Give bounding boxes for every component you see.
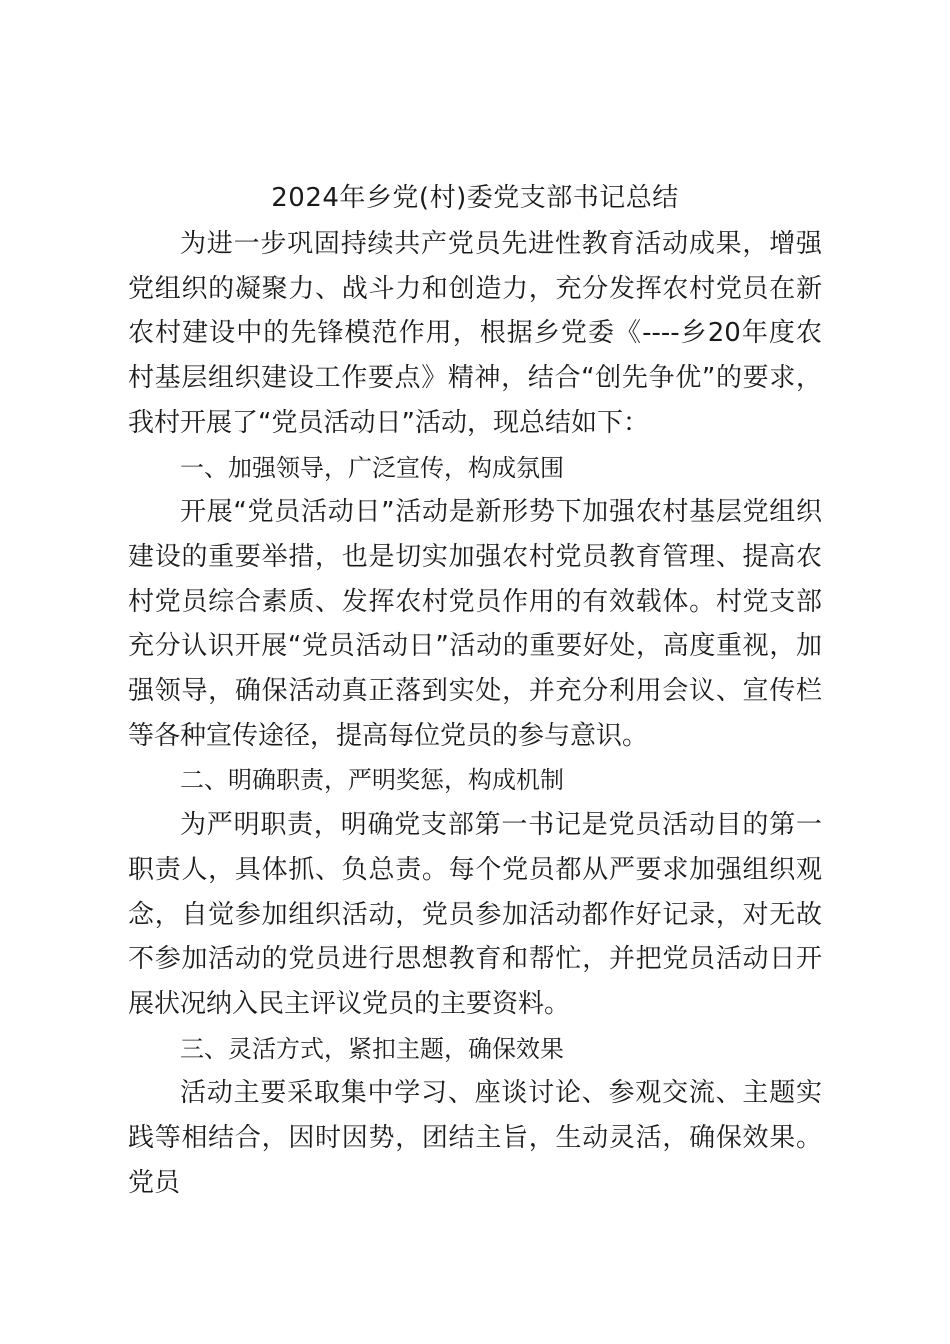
section-heading-3: 三、灵活方式，紧扣主题，确保效果 xyxy=(180,1034,564,1063)
intro-paragraph: 为进一步巩固持续共产党员先进性教育活动成果，增强党组织的凝聚力、战斗力和创造力，充分发挥农村党员在新农村建设中的先锋模范作用，根据乡党委《----乡20年度农村基层组织建设工作要点》精神，结合“创先争优”的要求，我村开展了“党员活动日”活动，现总结如下： xyxy=(128,229,822,438)
section-heading-2: 二、明确职责，严明奖惩，构成机制 xyxy=(180,766,564,795)
document-title: 2024年乡党(村)委党支部书记总结 xyxy=(271,183,679,213)
section-heading-1: 一、加强领导，广泛宣传，构成氛围 xyxy=(180,453,564,482)
document-body xyxy=(128,222,822,1205)
section-2-paragraph: 为严明职责，明确党支部第一书记是党员活动目的第一职责人，具体抓、负总责。每个党员都从严要求加强组织观念，自觉参加组织活动，党员参加活动都作好记录，对无故不参加活动的党员进行思想教育和帮忙，并把党员活动日开展状况纳入民主评议党员的主要资料。 xyxy=(128,810,822,1019)
section-1-paragraph: 开展“党员活动日”活动是新形势下加强农村基层党组织建设的重要举措，也是切实加强农村党员教育管理、提高农村党员综合素质、发挥农村党员作用的有效载体。村党支部充分认识开展“党员活动日”活动的重要好处，高度重视，加强领导，确保活动真正落到实处，并充分利用会议、宣传栏等各种宣传途径，提高每位党员的参与意识。 xyxy=(128,497,822,751)
section-3-paragraph: 活动主要采取集中学习、座谈讨论、参观交流、主题实践等相结合，因时因势，团结主旨，生动灵活，确保效果。党员 xyxy=(128,1078,822,1198)
